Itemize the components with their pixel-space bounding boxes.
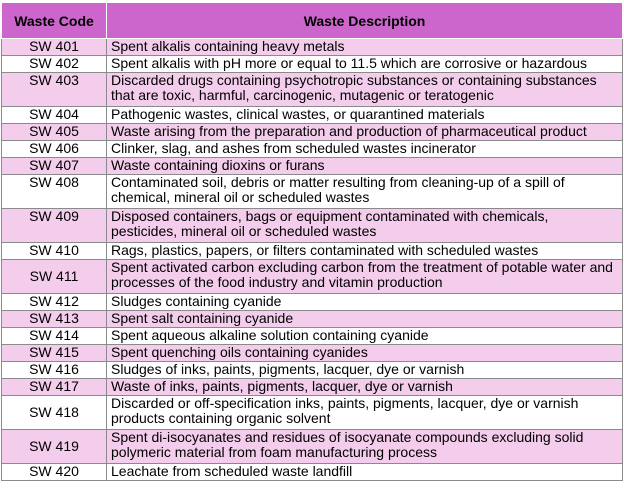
waste-description-cell: Waste containing dioxins or furans (107, 158, 623, 175)
table-row (2, 243, 623, 260)
table-row (2, 464, 623, 481)
waste-description-cell: Spent alkalis containing heavy metals (107, 39, 623, 56)
waste-description-cell: Discarded drugs containing psychotropic substances or containing substances that are toxic, harmful, carcinogenic, mutagenic or teratogenic (107, 73, 623, 107)
waste-code-cell: SW 413 (2, 311, 107, 328)
header-row (2, 3, 623, 39)
waste-code-cell: SW 419 (2, 430, 107, 464)
waste-description-cell: Pathogenic wastes, clinical wastes, or quarantined materials (107, 107, 623, 124)
waste-description-cell: Spent activated carbon excluding carbon from the treatment of potable water and processes of the food industry and vitamin production (107, 260, 623, 294)
table-row (2, 56, 623, 73)
waste-description-cell: Waste of inks, paints, pigments, lacquer, dye or varnish (107, 379, 623, 396)
header-waste-description: Waste Description (107, 3, 623, 39)
waste-code-cell: SW 416 (2, 362, 107, 379)
table-row (2, 107, 623, 124)
waste-code-cell: SW 417 (2, 379, 107, 396)
waste-code-cell: SW 418 (2, 396, 107, 430)
waste-code-cell: SW 415 (2, 345, 107, 362)
waste-code-cell: SW 407 (2, 158, 107, 175)
table-row (2, 362, 623, 379)
waste-code-cell: SW 414 (2, 328, 107, 345)
waste-code-cell: SW 412 (2, 294, 107, 311)
table-row (2, 328, 623, 345)
waste-description-cell: Spent di-isocyanates and residues of isocyanate compounds excluding solid polymeric material from foam manufacturing process (107, 430, 623, 464)
table-row (2, 345, 623, 362)
table-row (2, 141, 623, 158)
waste-code-cell: SW 402 (2, 56, 107, 73)
waste-description-cell: Leachate from scheduled waste landfill (107, 464, 623, 481)
waste-description-cell: Disposed containers, bags or equipment contaminated with chemicals, pesticides, mineral oil or scheduled wastes (107, 209, 623, 243)
waste-description-cell: Rags, plastics, papers, or filters contaminated with scheduled wastes (107, 243, 623, 260)
table-row (2, 260, 623, 294)
table-row (2, 396, 623, 430)
waste-code-cell: SW 411 (2, 260, 107, 294)
table-row (2, 311, 623, 328)
waste-code-cell: SW 410 (2, 243, 107, 260)
waste-description-cell: Spent salt containing cyanide (107, 311, 623, 328)
waste-description-cell: Waste arising from the preparation and production of pharmaceutical product (107, 124, 623, 141)
waste-code-cell: SW 404 (2, 107, 107, 124)
waste-description-cell: Spent alkalis with pH more or equal to 11.5 which are corrosive or hazardous (107, 56, 623, 73)
waste-code-cell: SW 409 (2, 209, 107, 243)
waste-description-cell: Clinker, slag, and ashes from scheduled wastes incinerator (107, 141, 623, 158)
waste-code-table (1, 2, 623, 481)
waste-code-cell: SW 408 (2, 175, 107, 209)
waste-description-cell: Contaminated soil, debris or matter resulting from cleaning-up of a spill of chemical, mineral oil or scheduled wastes (107, 175, 623, 209)
table-row (2, 379, 623, 396)
table-row (2, 158, 623, 175)
waste-code-cell: SW 405 (2, 124, 107, 141)
table-row (2, 209, 623, 243)
waste-description-cell: Sludges containing cyanide (107, 294, 623, 311)
waste-code-cell: SW 420 (2, 464, 107, 481)
table-row (2, 124, 623, 141)
waste-code-cell: SW 401 (2, 39, 107, 56)
waste-description-cell: Sludges of inks, paints, pigments, lacquer, dye or varnish (107, 362, 623, 379)
waste-description-cell: Spent quenching oils containing cyanides (107, 345, 623, 362)
table-row (2, 175, 623, 209)
waste-description-cell: Spent aqueous alkaline solution containing cyanide (107, 328, 623, 345)
header-waste-code: Waste Code (2, 3, 107, 39)
table-row (2, 39, 623, 56)
table-row (2, 430, 623, 464)
waste-code-cell: SW 406 (2, 141, 107, 158)
table-row (2, 294, 623, 311)
table-row (2, 73, 623, 107)
waste-description-cell: Discarded or off-specification inks, paints, pigments, lacquer, dye or varnish products containing organic solvent (107, 396, 623, 430)
waste-code-cell: SW 403 (2, 73, 107, 107)
